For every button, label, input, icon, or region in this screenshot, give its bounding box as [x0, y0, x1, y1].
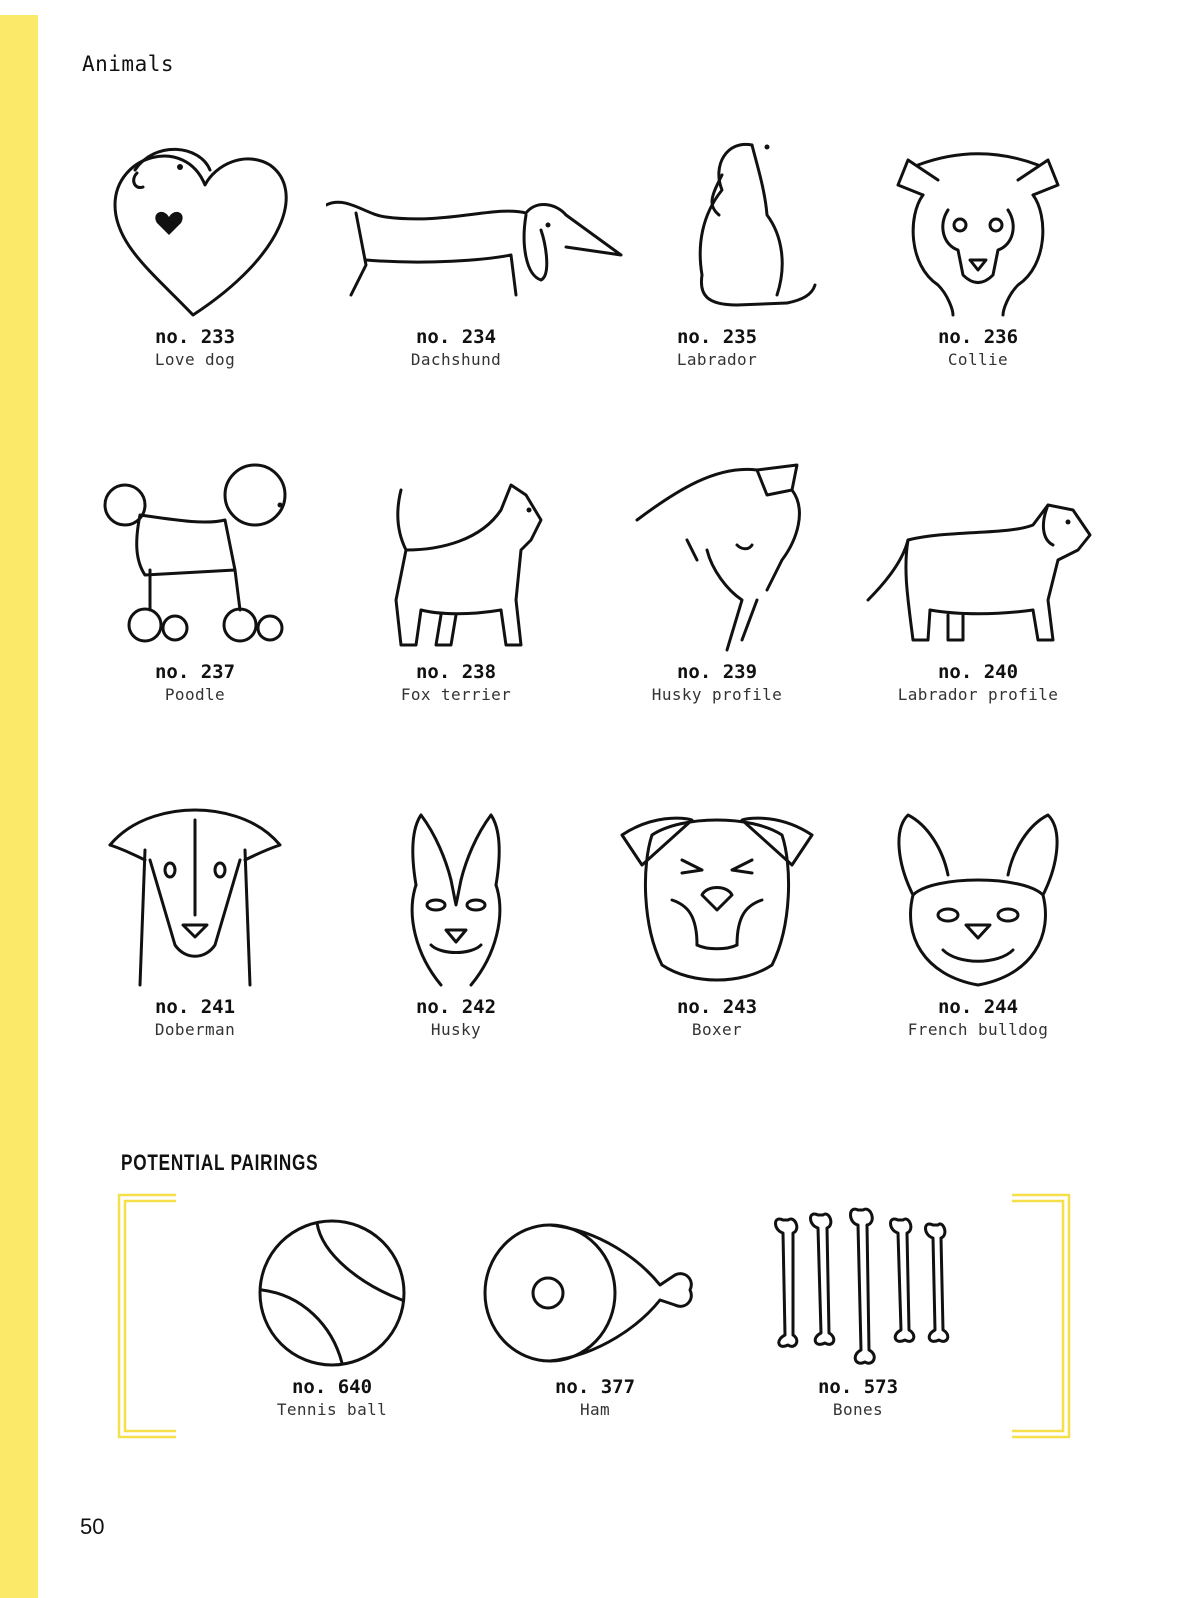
icon-card-collie — [848, 135, 1108, 371]
icon-name: Labrador — [676, 350, 758, 369]
pairing-name: Tennis ball — [276, 1400, 388, 1419]
icon-card-boxer — [587, 805, 847, 1041]
section-title: Animals — [82, 52, 175, 76]
icon-card-poodle — [65, 450, 325, 706]
page-number: 50 — [80, 1514, 105, 1539]
pairings-title: POTENTIAL PAIRINGS — [121, 1150, 319, 1175]
icon-number: no. 239 — [676, 661, 758, 683]
pairing-name: Bones — [832, 1400, 884, 1419]
icon-card-french-bulldog — [848, 805, 1108, 1041]
poodle-icon — [95, 450, 295, 660]
icon-name: Husky profile — [651, 685, 783, 704]
pairing-number: no. 640 — [291, 1376, 373, 1398]
collie-icon — [878, 135, 1078, 325]
icon-number: no. 233 — [154, 326, 236, 348]
icon-number: no. 234 — [415, 326, 497, 348]
husky-profile-icon — [617, 450, 817, 660]
icon-name: Husky — [430, 1020, 482, 1039]
yellow-margin-bar — [0, 15, 38, 1598]
icon-name: Collie — [947, 350, 1009, 369]
icon-number: no. 235 — [676, 326, 758, 348]
icon-card-husky — [326, 805, 586, 1041]
icon-name: Love dog — [154, 350, 236, 369]
icon-number: no. 238 — [415, 661, 497, 683]
icon-number: no. 241 — [154, 996, 236, 1018]
pairing-card-bones — [728, 1205, 988, 1421]
icon-number: no. 236 — [937, 326, 1019, 348]
icon-name: Dachshund — [410, 350, 502, 369]
husky-icon — [356, 805, 556, 995]
ham-icon — [480, 1205, 710, 1375]
icon-name: Poodle — [164, 685, 226, 704]
icon-card-fox-terrier — [326, 450, 586, 706]
bones-icon — [763, 1205, 953, 1375]
icon-number: no. 242 — [415, 996, 497, 1018]
fox-terrier-icon — [351, 450, 561, 660]
icon-name: Labrador profile — [897, 685, 1059, 704]
icon-number: no. 243 — [676, 996, 758, 1018]
pairing-card-tennis-ball — [202, 1205, 462, 1421]
pairing-name: Ham — [579, 1400, 611, 1419]
love-dog-icon — [95, 135, 295, 325]
left-bracket — [116, 1192, 178, 1442]
icon-number: no. 244 — [937, 996, 1019, 1018]
pairing-number: no. 573 — [817, 1376, 899, 1398]
icon-card-labrador — [587, 135, 847, 371]
dachshund-icon — [326, 135, 626, 325]
icon-card-husky-profile — [587, 450, 847, 706]
pairing-number: no. 377 — [554, 1376, 636, 1398]
pairing-card-ham — [465, 1205, 725, 1421]
icon-card-love-dog — [65, 135, 325, 371]
icon-card-doberman — [65, 805, 325, 1041]
tennis-ball-icon — [252, 1205, 412, 1375]
icon-name: French bulldog — [907, 1020, 1049, 1039]
icon-name: Doberman — [154, 1020, 236, 1039]
icon-card-labrador-profile — [848, 450, 1108, 706]
boxer-icon — [612, 805, 822, 995]
icon-name: Fox terrier — [400, 685, 512, 704]
right-bracket — [1010, 1192, 1072, 1442]
french-bulldog-icon — [873, 805, 1083, 995]
doberman-icon — [95, 805, 295, 995]
icon-number: no. 240 — [937, 661, 1019, 683]
labrador-icon — [617, 135, 817, 325]
labrador-profile-icon — [858, 450, 1098, 660]
icon-number: no. 237 — [154, 661, 236, 683]
icon-card-dachshund — [326, 135, 586, 371]
icon-name: Boxer — [691, 1020, 743, 1039]
